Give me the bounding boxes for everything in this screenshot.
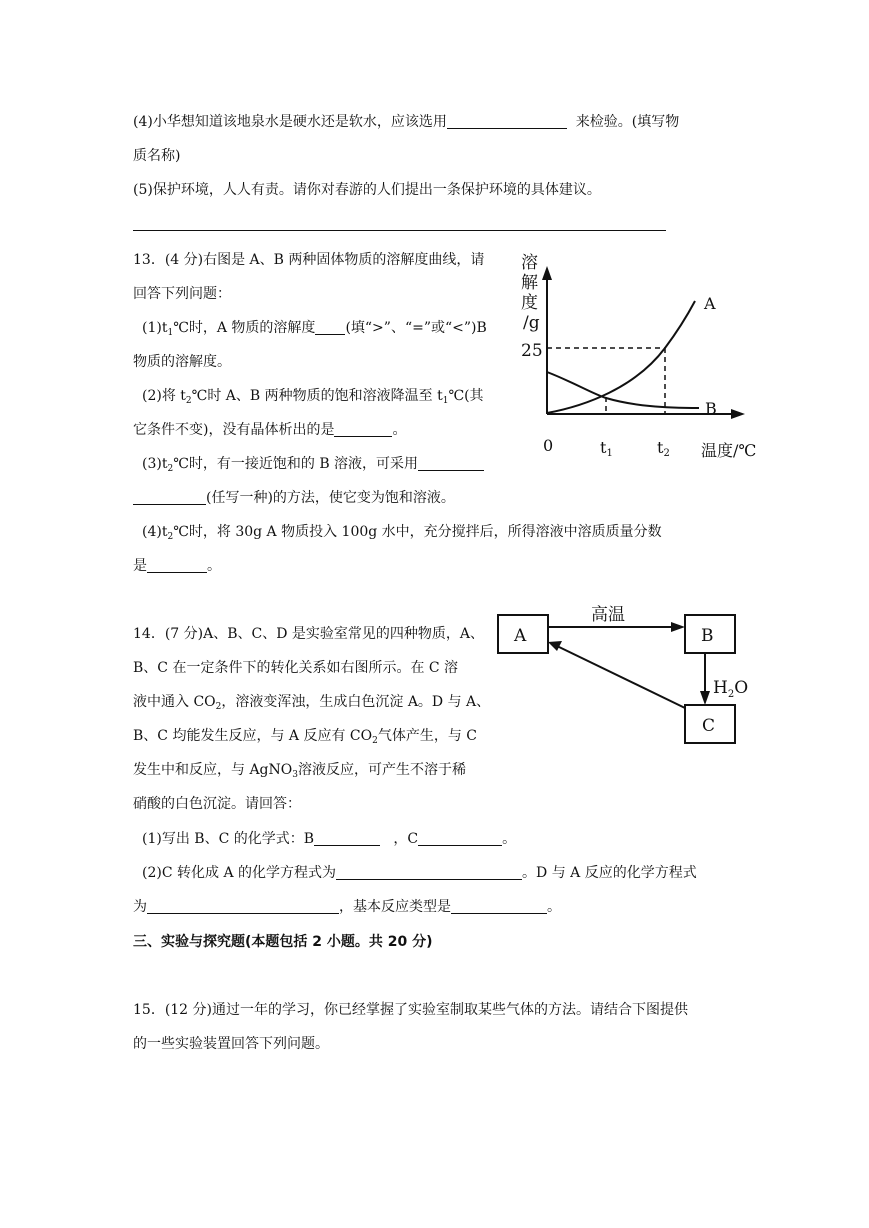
q14-stem-line6: 硝酸的白色沉淀。请回答：: [133, 796, 301, 812]
answer-blank[interactable]: [147, 558, 207, 573]
node-c-label: C: [702, 716, 716, 736]
answer-blank[interactable]: [336, 865, 522, 880]
q14-stem-line5: 发生中和反应，与 AgNO$_3$溶液反应，可产生不溶于稀: [133, 762, 466, 780]
q13-part2-line1: (2)将 $t_2℃$时 A、B 两种物质的饱和溶液降温至 $t_1℃$(其: [142, 388, 484, 406]
q12-part5: (5)保护环境，人人有责。请你对春游的人们提出一条保护环境的具体建议。: [133, 182, 601, 198]
x-tick-t1: t1: [600, 438, 613, 459]
q13-part4-line2: 是 。: [133, 558, 221, 574]
q13-stem-line1: 13．(4 分)右图是 A、B 两种固体物质的溶解度曲线，请: [133, 252, 485, 268]
y-tick-25: 25: [521, 341, 543, 361]
q14-stem-line3: 液中通入 $CO_2$，溶液变浑浊，生成白色沉淀 A。D 与 A、: [133, 694, 491, 712]
curve-a: [547, 301, 695, 413]
y-axis-label-char: 度: [521, 293, 538, 313]
q15-line2: 的一些实验装置回答下列问题。: [133, 1036, 329, 1052]
edge-bc-label: $H_2O$: [713, 678, 749, 700]
q13-part3-line1: $(3)t_2℃$时，有一接近饱和的 B 溶液，可采用: [142, 454, 484, 479]
answer-blank[interactable]: [133, 490, 206, 505]
q14-stem-line1: 14．(7 分)A、B、C、D 是实验室常见的四种物质，A、: [133, 626, 484, 642]
arrow-b-to-c-head: [700, 691, 710, 705]
answer-blank[interactable]: [418, 831, 502, 846]
curve-a-label: A: [704, 294, 716, 313]
node-a-label: A: [514, 626, 527, 646]
answer-blank[interactable]: [334, 422, 392, 437]
node-b-label: B: [701, 626, 714, 646]
arrow-c-to-a: [557, 646, 685, 708]
q13-stem-line2: 回答下列问题：: [133, 286, 231, 302]
origin-label: 0: [543, 436, 554, 455]
curve-b: [547, 372, 699, 408]
arrow-a-to-b-head: [671, 622, 685, 632]
y-axis-arrow: [542, 266, 552, 280]
conversion-diagram: [495, 597, 765, 747]
q13-part1-line2: 物质的溶解度。: [133, 354, 231, 370]
x-tick-t2: t2: [657, 438, 670, 459]
curve-b-label: B: [705, 399, 717, 418]
answer-blank[interactable]: [418, 456, 484, 471]
y-axis-label-char: /g: [523, 313, 540, 333]
answer-blank[interactable]: [447, 114, 567, 129]
y-axis-label-char: 解: [521, 273, 538, 293]
edge-ab-label: 高温: [591, 605, 625, 625]
q12-part4-line1: (4)小华想知道该地泉水是硬水还是软水，应该选用 来检验。(填写物: [133, 114, 680, 130]
solubility-chart: [515, 248, 765, 463]
answer-line[interactable]: [133, 230, 666, 231]
x-axis-label: 温度/℃: [701, 441, 757, 460]
x-axis-arrow: [731, 409, 745, 419]
answer-blank[interactable]: [451, 899, 547, 914]
q14-part2-line1: (2)C 转化成 A 的化学方程式为 。D 与 A 反应的化学方程式: [142, 865, 697, 881]
q14-stem-line4: B、C 均能发生反应，与 A 反应有 $CO_2$气体产生，与 C: [133, 728, 478, 746]
section-3-title: 三、实验与探究题(本题包括 2 小题。共 20 分): [133, 934, 433, 950]
q13-part4-line1: $(4)t_2℃$时，将 30g A 物质投入 100g 水中，充分搅拌后，所得溶液中溶质质量分数: [142, 524, 662, 542]
q15-line1: 15．(12 分)通过一年的学习，你已经掌握了实验室制取某些气体的方法。请结合下图提供: [133, 1002, 689, 1018]
answer-blank[interactable]: [147, 899, 339, 914]
q12-part4-line2: 质名称): [133, 148, 181, 164]
q13-part3-line2: (任写一种)的方法，使它变为饱和溶液。: [133, 488, 455, 508]
q14-part2-line2: 为 ，基本反应类型是 。: [133, 899, 561, 915]
y-axis-label-char: 溶: [521, 253, 538, 273]
arrow-c-to-a-head: [548, 641, 562, 651]
q13-part1-line1: $(1)t_1℃$时，A 物质的溶解度 (填“>”、“=”或“<”)B: [142, 320, 487, 338]
answer-blank[interactable]: [315, 320, 345, 335]
q13-part2-line2: 它条件不变)，没有晶体析出的是 。: [133, 422, 407, 438]
q14-stem-line2: B、C 在一定条件下的转化关系如右图所示。在 C 溶: [133, 660, 459, 676]
q14-part1: (1)写出 B、C 的化学式：B ，C 。: [142, 831, 517, 847]
answer-blank[interactable]: [314, 831, 380, 846]
